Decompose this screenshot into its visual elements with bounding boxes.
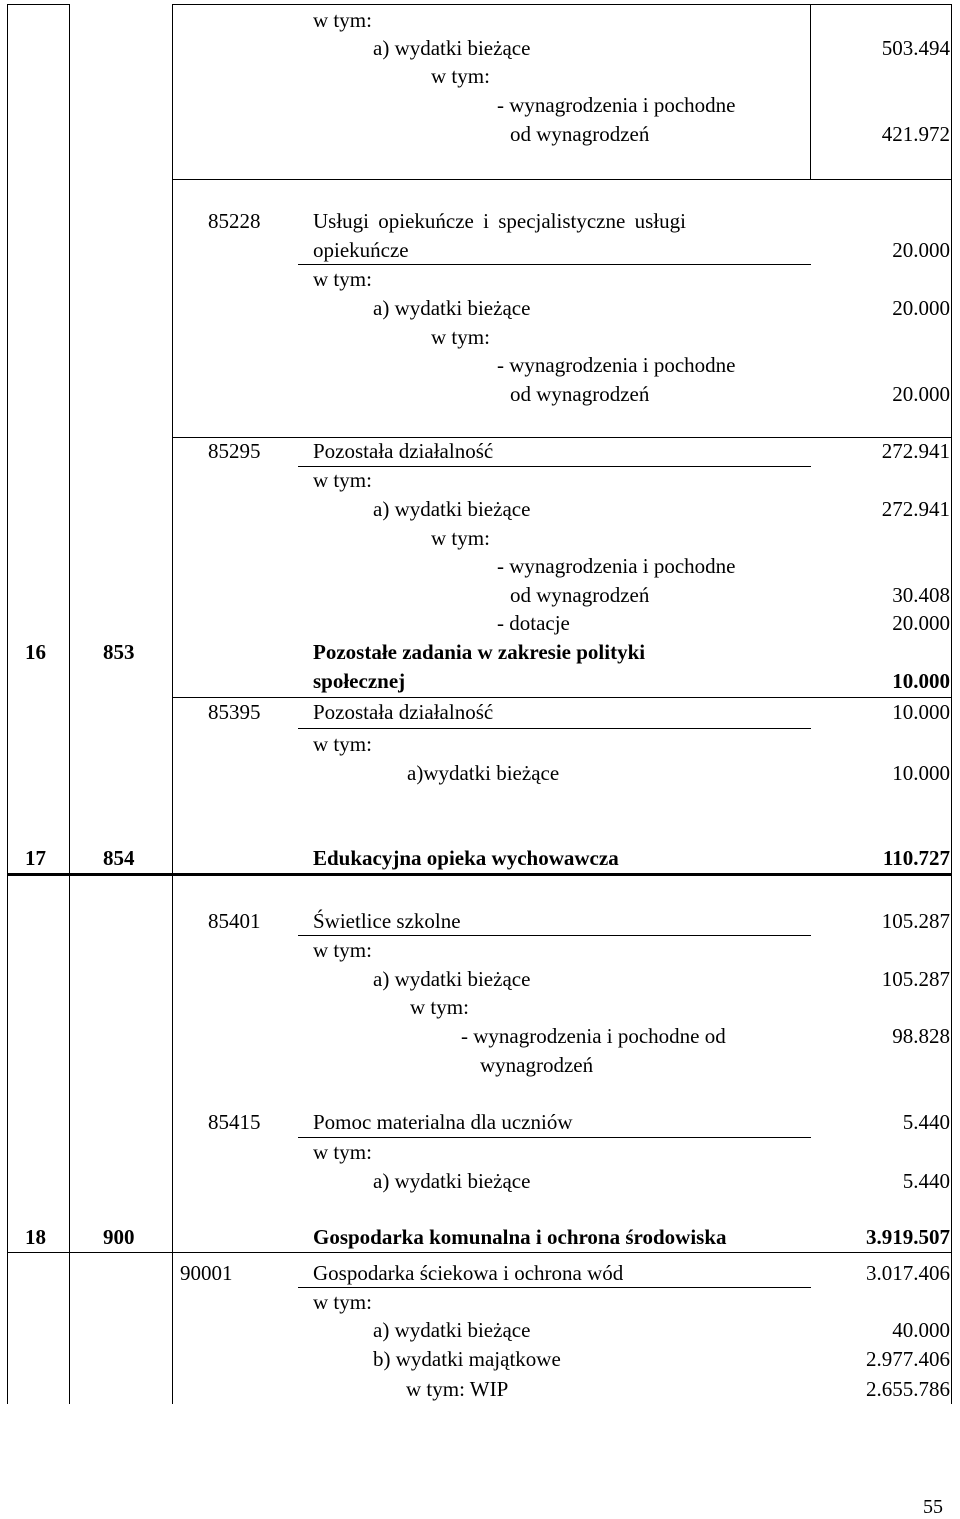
w-tym-label: w tym: [431, 64, 490, 88]
dzial-value: 110.727 [882, 846, 950, 870]
wynagrodzenia-label-cont: od wynagrodzeń [510, 122, 650, 146]
rozdzial-name: Pozostała działalność [313, 700, 494, 724]
col-line-dzial [172, 4, 173, 1404]
dzial-value: 3.919.507 [866, 1225, 950, 1249]
wynagrodzenia-value: 30.408 [892, 583, 950, 607]
row-divider-8 [298, 1137, 811, 1138]
page-number: 55 [923, 1496, 943, 1518]
rozdzial-code: 85395 [208, 700, 261, 724]
row-divider-9 [298, 1287, 811, 1288]
dzial-name-cont: społecznej [313, 669, 406, 693]
rozdzial-code: 85295 [208, 439, 261, 463]
row-divider-1 [172, 179, 951, 180]
wynagrodzenia-label: - wynagrodzenia i pochodne od [461, 1024, 726, 1048]
rozdzial-name: Pomoc materialna dla uczniów [313, 1110, 573, 1134]
top-border-left [7, 4, 69, 5]
wynagrodzenia-label: - wynagrodzenia i pochodne [497, 554, 736, 578]
wydatki-biezace-value: 40.000 [892, 1318, 950, 1342]
lp-number: 18 [25, 1225, 46, 1249]
lp-number: 17 [25, 846, 46, 870]
dzial-code: 853 [103, 640, 135, 664]
wydatki-biezace-value: 105.287 [881, 967, 950, 991]
dzial-name: Pozostałe zadania w zakresie polityki [313, 640, 646, 664]
wydatki-biezace-label: a) wydatki bieżące [373, 1169, 531, 1193]
rozdzial-value: 105.287 [881, 909, 950, 933]
col-line-name [810, 4, 811, 179]
row-divider-5 [172, 697, 951, 698]
row-divider-6 [298, 728, 811, 729]
w-tym-label: w tym: [313, 468, 372, 492]
wydatki-biezace-value: 5.440 [902, 1169, 950, 1193]
wynagrodzenia-value: 98.828 [892, 1024, 950, 1048]
wynagrodzenia-label: - wynagrodzenia i pochodne [497, 353, 736, 377]
row-divider-2 [298, 264, 811, 265]
row-divider-7 [298, 935, 811, 936]
wynagrodzenia-value: 20.000 [892, 382, 950, 406]
rozdzial-value: 3.017.406 [866, 1261, 950, 1285]
dzial-name: Edukacyjna opieka wychowawcza [313, 846, 619, 870]
rozdzial-value: 20.000 [892, 238, 950, 262]
col-line-lp [69, 4, 70, 1404]
wydatki-biezace-value: 20.000 [892, 296, 950, 320]
wydatki-biezace-label: a)wydatki bieżące [407, 761, 560, 785]
col-line-right [951, 4, 952, 1404]
dzial-value: 10.000 [892, 669, 950, 693]
dotacje-label: - dotacje [497, 611, 570, 635]
wydatki-biezace-value: 10.000 [892, 761, 950, 785]
rozdzial-code: 85228 [208, 209, 261, 233]
rozdzial-code: 85415 [208, 1110, 261, 1134]
rozdzial-name: Gospodarka ściekowa i ochrona wód [313, 1261, 624, 1285]
rozdzial-value: 10.000 [892, 700, 950, 724]
wip-value: 2.655.786 [866, 1377, 950, 1401]
rozdzial-name: Świetlice szkolne [313, 909, 461, 933]
lp-number: 16 [25, 640, 46, 664]
rozdzial-name-cont: opiekuńcze [313, 238, 409, 262]
dotacje-value: 20.000 [892, 611, 950, 635]
row-divider-4 [298, 466, 811, 467]
wynagrodzenia-value: 421.972 [881, 122, 950, 146]
wynagrodzenia-label-cont: wynagrodzeń [480, 1053, 594, 1077]
dzial-code: 900 [103, 1225, 135, 1249]
wydatki-biezace-label: a) wydatki bieżące [373, 1318, 531, 1342]
w-tym-label: w tym: [313, 938, 372, 962]
row-divider-854 [7, 873, 951, 876]
w-tym-label: w tym: [313, 1140, 372, 1164]
w-tym-label: w tym: [431, 526, 490, 550]
wynagrodzenia-label-cont: od wynagrodzeń [510, 583, 650, 607]
w-tym-label: w tym: [313, 267, 372, 291]
w-tym-label: w tym: [431, 325, 490, 349]
wydatki-biezace-value: 503.494 [881, 36, 950, 60]
wydatki-biezace-label: a) wydatki bieżące [373, 296, 531, 320]
col-line-left [7, 4, 8, 1404]
wynagrodzenia-label-cont: od wynagrodzeń [510, 382, 650, 406]
wydatki-majatkowe-label: b) wydatki majątkowe [373, 1347, 561, 1371]
row-divider-3 [172, 437, 951, 438]
row-divider-900 [7, 1252, 951, 1253]
wydatki-biezace-label: a) wydatki bieżące [373, 497, 531, 521]
w-tym-label: w tym: [313, 1290, 372, 1314]
rozdzial-code: 85401 [208, 909, 261, 933]
wynagrodzenia-label: - wynagrodzenia i pochodne [497, 93, 736, 117]
top-border-right [172, 4, 951, 5]
wydatki-majatkowe-value: 2.977.406 [866, 1347, 950, 1371]
wydatki-biezace-label: a) wydatki bieżące [373, 36, 531, 60]
w-tym-label: w tym: [410, 995, 469, 1019]
rozdzial-name: Pozostała działalność [313, 439, 494, 463]
dzial-code: 854 [103, 846, 135, 870]
dzial-name: Gospodarka komunalna i ochrona środowiska [313, 1225, 727, 1249]
w-tym-label: w tym: [313, 8, 372, 32]
rozdzial-name: Usługi opiekuńcze i specjalistyczne usługi [313, 209, 686, 233]
wydatki-biezace-value: 272.941 [881, 497, 950, 521]
wydatki-biezace-label: a) wydatki bieżące [373, 967, 531, 991]
rozdzial-value: 272.941 [881, 439, 950, 463]
rozdzial-code: 90001 [180, 1261, 233, 1285]
rozdzial-value: 5.440 [902, 1110, 950, 1134]
wip-label: w tym: WIP [406, 1377, 509, 1401]
w-tym-label: w tym: [313, 732, 372, 756]
